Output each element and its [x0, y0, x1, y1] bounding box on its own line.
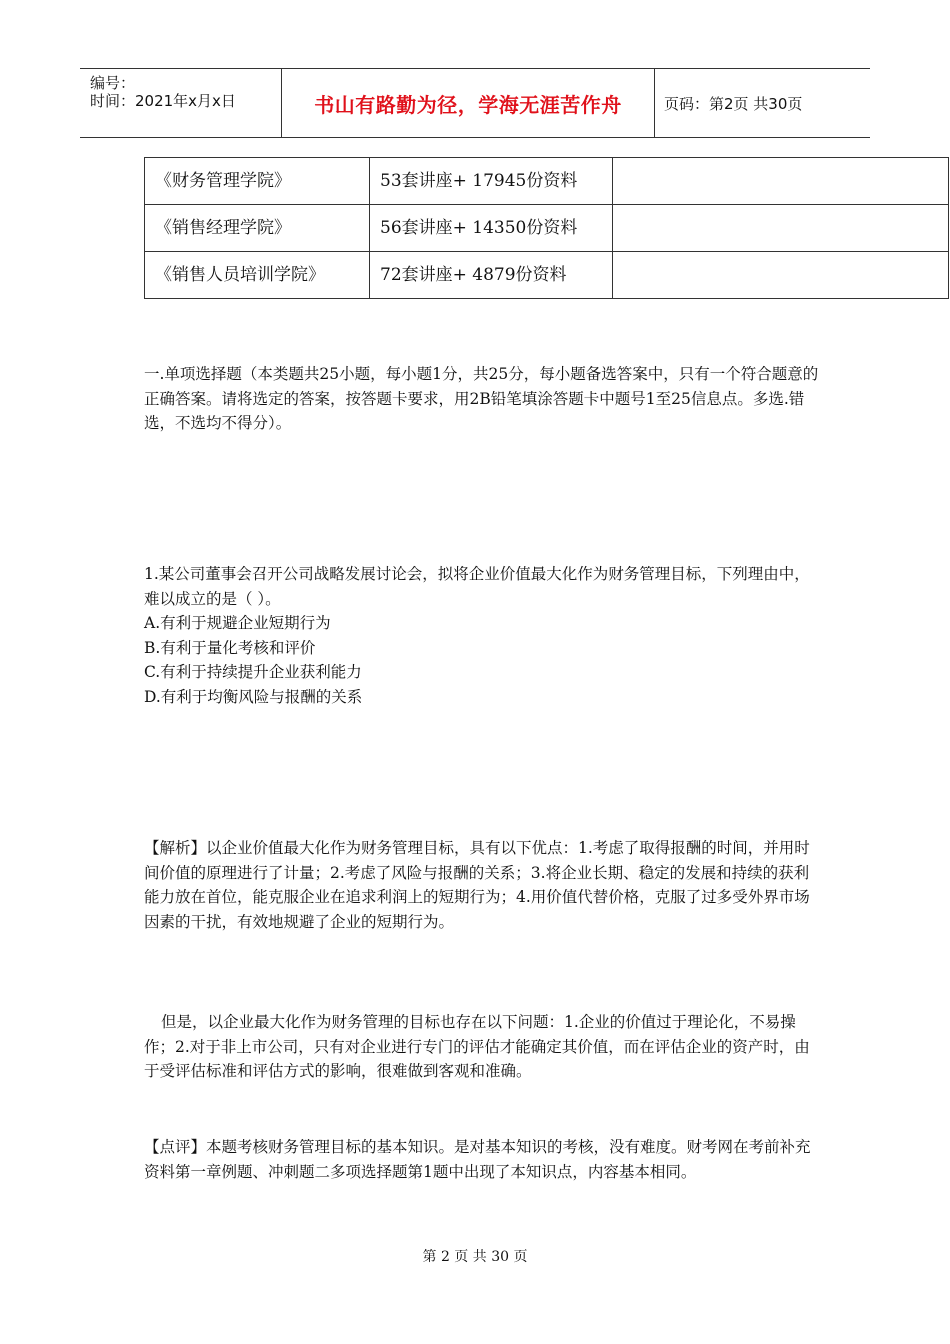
- section-intro: 一.单项选择题（本类题共25小题，每小题1分，共25分，每小题备选答案中，只有一个符合题意的正确答案。请将选定的答案，按答题卡要求，用2B铅笔填涂答题卡中题号1至25信息点。多选.错选，不选均不得分）。: [144, 365, 819, 432]
- header-motto: 书山有路勤为径，学海无涯苦作舟: [314, 92, 622, 117]
- option-a: A.有利于规避企业短期行为: [144, 614, 331, 632]
- resource-table: [144, 157, 949, 299]
- table-cell-note: [613, 252, 949, 299]
- page-footer: 第 2 页 共 30 页: [422, 1249, 528, 1265]
- table-row: [145, 252, 949, 299]
- table-cell-name: 《销售经理学院》: [145, 205, 370, 252]
- table-row: [145, 158, 949, 205]
- page-header: [80, 68, 870, 138]
- table-cell-name: 《销售人员培训学院》: [145, 252, 370, 299]
- question-stem: 1.某公司董事会召开公司战略发展讨论会，拟将企业价值最大化作为财务管理目标，下列理由中，难以成立的是（ ）。: [144, 565, 810, 608]
- question-block: [144, 562, 824, 709]
- option-d: D.有利于均衡风险与报酬的关系: [144, 687, 363, 706]
- header-divider: [654, 69, 655, 137]
- number-label: 编号：: [90, 74, 136, 92]
- table-cell-note: [613, 205, 949, 252]
- table-cell-note: [613, 158, 949, 205]
- table-row: [145, 205, 949, 252]
- comment-paragraph: 【点评】本题考核财务管理目标的基本知识。是对基本知识的考核，没有难度。财考网在考前补充资料第一章例题、冲刺题二多项选择题第1题中出现了本知识点，内容基本相同。: [144, 1138, 811, 1181]
- header-page-info: 页码：第2页 共30页: [664, 94, 803, 113]
- table-cell-content: 53套讲座+ 17945份资料: [370, 158, 613, 205]
- table-cell-name: 《财务管理学院》: [145, 158, 370, 205]
- table-cell-content: 72套讲座+ 4879份资料: [370, 252, 613, 299]
- table-cell-content: 56套讲座+ 14350份资料: [370, 205, 613, 252]
- option-c: C.有利于持续提升企业获利能力: [144, 663, 362, 681]
- option-b: B.有利于量化考核和评价: [144, 638, 316, 657]
- however-paragraph: 但是，以企业最大化作为财务管理的目标也存在以下问题：1.企业的价值过于理论化，不易操作；2.对于非上市公司，只有对企业进行专门的评估才能确定其价值，而在评估企业的资产时，由于受评估标准和评估方式的影响，很难做到客观和准确。: [144, 1013, 810, 1080]
- date-label: 时间：2021年x月x日: [90, 92, 236, 110]
- analysis-paragraph: 【解析】以企业价值最大化作为财务管理目标，具有以下优点：1.考虑了取得报酬的时间，并用时间价值的原理进行了计量；2.考虑了风险与报酬的关系；3.将企业长期、稳定的发展和持续的获利能力放在首位，能克服企业在追求利润上的短期行为；4.用价值代替价格，克服了过多受外界市场因素的干扰，有效地规避了企业的短期行为。: [144, 839, 810, 931]
- header-meta: [80, 69, 280, 137]
